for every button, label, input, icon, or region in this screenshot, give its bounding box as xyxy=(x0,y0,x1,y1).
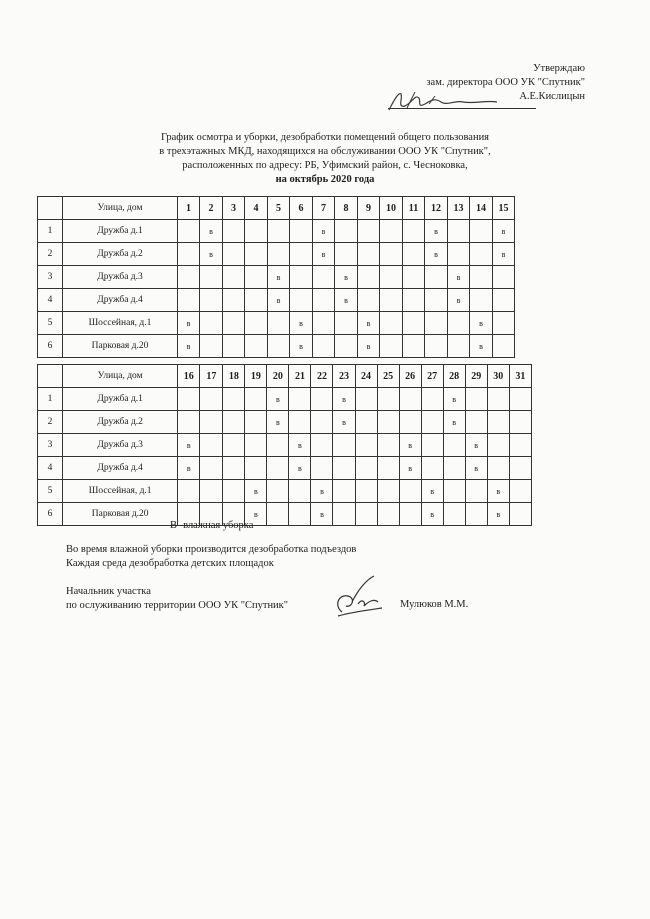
schedule-cell: в xyxy=(465,434,487,457)
schedule-cell: в xyxy=(399,457,421,480)
schedule-cell xyxy=(290,243,313,266)
schedule-cell: в xyxy=(200,220,223,243)
table-row xyxy=(38,266,515,289)
schedule-cell xyxy=(335,220,358,243)
day-header: 8 xyxy=(335,197,358,220)
schedule-cell xyxy=(470,243,493,266)
schedule-cell xyxy=(245,220,268,243)
address-header: Улица, дом xyxy=(63,197,178,220)
schedule-cell: в xyxy=(313,243,335,266)
schedule-cell: в xyxy=(313,220,335,243)
schedule-cell xyxy=(200,266,223,289)
schedule-cell xyxy=(403,335,425,358)
schedule-cell: в xyxy=(399,434,421,457)
schedule-cell xyxy=(493,289,515,312)
day-header: 27 xyxy=(421,365,443,388)
schedule-cell xyxy=(335,335,358,358)
row-address: Дружба д.1 xyxy=(63,388,178,411)
schedule-cell xyxy=(178,289,200,312)
schedule-cell: в xyxy=(289,457,311,480)
schedule-cell xyxy=(380,312,403,335)
schedule-cell xyxy=(487,457,509,480)
day-header: 13 xyxy=(448,197,470,220)
schedule-cell xyxy=(425,312,448,335)
day-header: 28 xyxy=(443,365,465,388)
approval-signature xyxy=(385,88,505,114)
day-header: 19 xyxy=(245,365,267,388)
schedule-cell xyxy=(421,457,443,480)
day-header: 4 xyxy=(245,197,268,220)
table-row xyxy=(38,503,532,526)
schedule-cell xyxy=(223,335,245,358)
title-month: на октябрь 2020 года xyxy=(275,174,375,185)
schedule-cell: в xyxy=(333,388,355,411)
schedule-cell: в xyxy=(487,480,509,503)
signer-name: Мулюков М.М. xyxy=(400,599,469,610)
schedule-cell xyxy=(245,312,268,335)
notes xyxy=(66,543,356,571)
schedule-cell xyxy=(377,480,399,503)
schedule-cell xyxy=(380,335,403,358)
schedule-cell xyxy=(403,243,425,266)
schedule-cell xyxy=(355,411,377,434)
row-address: Дружба д.2 xyxy=(63,411,178,434)
approval-position: зам. директора ООО УК "Спутник" xyxy=(426,77,585,88)
schedule-cell xyxy=(268,312,290,335)
schedule-cell xyxy=(313,312,335,335)
row-address: Дружба д.3 xyxy=(63,266,178,289)
schedule-cell xyxy=(377,503,399,526)
legend: В -влажная уборка xyxy=(170,520,254,531)
schedule-cell xyxy=(245,457,267,480)
schedule-cell xyxy=(403,312,425,335)
schedule-cell xyxy=(223,480,245,503)
schedule-cell xyxy=(178,220,200,243)
schedule-cell xyxy=(289,388,311,411)
row-address: Дружба д.4 xyxy=(63,457,178,480)
schedule-cell xyxy=(267,457,289,480)
document-title xyxy=(100,131,550,187)
schedule-cell xyxy=(443,457,465,480)
schedule-cell: в xyxy=(425,220,448,243)
day-header: 1 xyxy=(178,197,200,220)
schedule-cell xyxy=(355,388,377,411)
schedule-cell xyxy=(223,411,245,434)
schedule-cell: в xyxy=(335,289,358,312)
schedule-cell xyxy=(509,411,531,434)
note-line-1: Во время влажной уборки производится дезобработка подъездов xyxy=(66,544,357,555)
schedule-cell xyxy=(470,220,493,243)
schedule-cell xyxy=(465,388,487,411)
day-header: 25 xyxy=(377,365,399,388)
schedule-cell xyxy=(377,411,399,434)
schedule-cell xyxy=(333,434,355,457)
schedule-cell xyxy=(509,434,531,457)
row-address: Парковая д.20 xyxy=(63,335,178,358)
schedule-cell xyxy=(245,266,268,289)
schedule-cell xyxy=(200,312,223,335)
schedule-cell xyxy=(487,388,509,411)
table-row xyxy=(38,243,515,266)
schedule-cell xyxy=(470,266,493,289)
schedule-cell: в xyxy=(421,480,443,503)
schedule-cell: в xyxy=(290,335,313,358)
schedule-cell xyxy=(377,457,399,480)
day-header: 31 xyxy=(509,365,531,388)
schedule-cell: в xyxy=(245,503,267,526)
schedule-cell xyxy=(509,503,531,526)
day-header: 20 xyxy=(267,365,289,388)
day-header: 17 xyxy=(200,365,223,388)
schedule-cell xyxy=(289,411,311,434)
schedule-cell xyxy=(313,335,335,358)
schedule-cell xyxy=(245,434,267,457)
row-index: 4 xyxy=(38,457,63,480)
schedule-cell xyxy=(335,243,358,266)
schedule-cell xyxy=(267,480,289,503)
schedule-cell xyxy=(333,480,355,503)
schedule-cell xyxy=(425,335,448,358)
schedule-cell: в xyxy=(465,457,487,480)
schedule-cell xyxy=(267,434,289,457)
schedule-cell: в xyxy=(178,457,200,480)
schedule-cell xyxy=(448,220,470,243)
schedule-cell xyxy=(200,480,223,503)
schedule-cell: в xyxy=(267,411,289,434)
schedule-cell xyxy=(245,411,267,434)
schedule-cell xyxy=(333,503,355,526)
signer-position-line-2: по ослуживанию территории ООО УК "Спутник" xyxy=(66,600,289,611)
schedule-cell: в xyxy=(200,243,223,266)
day-header: 26 xyxy=(399,365,421,388)
table-row xyxy=(38,388,532,411)
schedule-cell xyxy=(223,289,245,312)
row-index: 4 xyxy=(38,289,63,312)
schedule-cell xyxy=(178,388,200,411)
signer-position-line-1: Начальник участка xyxy=(66,586,151,597)
schedule-cell xyxy=(509,457,531,480)
schedule-cell xyxy=(200,434,223,457)
schedule-cell xyxy=(380,243,403,266)
schedule-cell xyxy=(223,243,245,266)
schedule-cell: в xyxy=(290,312,313,335)
row-address: Дружба д.4 xyxy=(63,289,178,312)
schedule-cell xyxy=(421,434,443,457)
schedule-cell xyxy=(311,388,333,411)
day-header: 15 xyxy=(493,197,515,220)
day-header: 6 xyxy=(290,197,313,220)
schedule-cell xyxy=(223,434,245,457)
schedule-cell xyxy=(200,289,223,312)
schedule-cell xyxy=(178,411,200,434)
schedule-cell: в xyxy=(487,503,509,526)
day-header: 5 xyxy=(268,197,290,220)
schedule-cell xyxy=(380,220,403,243)
title-line-3: расположенных по адресу: РБ, Уфимский район, с. Чесноковка, xyxy=(182,160,468,171)
row-address: Дружба д.1 xyxy=(63,220,178,243)
schedule-cell: в xyxy=(358,335,380,358)
schedule-cell: в xyxy=(333,411,355,434)
table-row xyxy=(38,312,515,335)
row-address: Шоссейная, д.1 xyxy=(63,312,178,335)
schedule-cell: в xyxy=(443,388,465,411)
row-index: 3 xyxy=(38,434,63,457)
schedule-cell xyxy=(333,457,355,480)
day-header: 24 xyxy=(355,365,377,388)
schedule-cell xyxy=(355,503,377,526)
day-header: 11 xyxy=(403,197,425,220)
row-address: Шоссейная, д.1 xyxy=(63,480,178,503)
schedule-cell xyxy=(358,243,380,266)
schedule-cell xyxy=(509,388,531,411)
schedule-cell: в xyxy=(245,480,267,503)
address-header: Улица, дом xyxy=(63,365,178,388)
row-address: Парковая д.20 xyxy=(63,503,178,526)
schedule-cell xyxy=(465,411,487,434)
schedule-cell xyxy=(289,503,311,526)
schedule-table-days-1-15 xyxy=(37,196,515,358)
schedule-cell xyxy=(448,335,470,358)
schedule-cell: в xyxy=(425,243,448,266)
schedule-cell xyxy=(465,503,487,526)
row-index: 1 xyxy=(38,220,63,243)
schedule-cell xyxy=(290,266,313,289)
schedule-cell xyxy=(509,480,531,503)
day-header: 3 xyxy=(223,197,245,220)
schedule-cell: в xyxy=(470,312,493,335)
schedule-cell xyxy=(245,388,267,411)
schedule-cell xyxy=(268,220,290,243)
schedule-cell xyxy=(267,503,289,526)
schedule-cell xyxy=(493,312,515,335)
day-header: 18 xyxy=(223,365,245,388)
schedule-cell xyxy=(313,289,335,312)
schedule-cell xyxy=(178,480,200,503)
schedule-cell xyxy=(493,335,515,358)
table-row xyxy=(38,335,515,358)
schedule-cell xyxy=(448,312,470,335)
schedule-cell xyxy=(470,289,493,312)
schedule-cell xyxy=(311,457,333,480)
schedule-cell xyxy=(245,335,268,358)
index-header xyxy=(38,197,63,220)
schedule-cell xyxy=(223,312,245,335)
day-header: 10 xyxy=(380,197,403,220)
table-row xyxy=(38,411,532,434)
day-header: 29 xyxy=(465,365,487,388)
schedule-cell xyxy=(377,388,399,411)
row-index: 5 xyxy=(38,312,63,335)
schedule-cell xyxy=(223,388,245,411)
row-index: 6 xyxy=(38,503,63,526)
schedule-cell: в xyxy=(493,243,515,266)
table-row xyxy=(38,289,515,312)
day-header: 16 xyxy=(178,365,200,388)
schedule-cell: в xyxy=(311,503,333,526)
schedule-cell: в xyxy=(178,335,200,358)
title-line-2: в трехэтажных МКД, находящихся на обслуживании ООО УК "Спутник", xyxy=(159,146,491,157)
table-header-row xyxy=(38,197,515,220)
note-line-2: Каждая среда дезобработка детских площадок xyxy=(66,558,274,569)
schedule-cell: в xyxy=(289,434,311,457)
schedule-cell: в xyxy=(268,266,290,289)
schedule-cell xyxy=(289,480,311,503)
row-address: Дружба д.2 xyxy=(63,243,178,266)
schedule-cell xyxy=(223,220,245,243)
schedule-cell: в xyxy=(267,388,289,411)
schedule-cell xyxy=(443,503,465,526)
schedule-cell xyxy=(355,434,377,457)
schedule-cell xyxy=(403,289,425,312)
table-header-row xyxy=(38,365,532,388)
schedule-cell: в xyxy=(178,312,200,335)
schedule-cell xyxy=(355,480,377,503)
schedule-cell xyxy=(425,289,448,312)
schedule-cell: в xyxy=(448,266,470,289)
schedule-cell xyxy=(465,480,487,503)
schedule-cell xyxy=(399,388,421,411)
schedule-cell xyxy=(290,289,313,312)
approval-name: А.Е.Кислицын xyxy=(519,91,585,102)
row-address: Дружба д.3 xyxy=(63,434,178,457)
schedule-table-days-16-31 xyxy=(37,364,532,526)
day-header: 23 xyxy=(333,365,355,388)
schedule-cell xyxy=(178,243,200,266)
day-header: 22 xyxy=(311,365,333,388)
schedule-cell xyxy=(245,243,268,266)
schedule-cell: в xyxy=(493,220,515,243)
schedule-cell: в xyxy=(443,411,465,434)
day-header: 30 xyxy=(487,365,509,388)
schedule-cell xyxy=(178,266,200,289)
schedule-cell xyxy=(421,411,443,434)
schedule-cell: в xyxy=(448,289,470,312)
day-header: 9 xyxy=(358,197,380,220)
schedule-cell xyxy=(200,411,223,434)
schedule-cell xyxy=(358,220,380,243)
schedule-cell xyxy=(399,480,421,503)
schedule-cell xyxy=(487,411,509,434)
schedule-cell xyxy=(487,434,509,457)
schedule-cell xyxy=(313,266,335,289)
day-header: 21 xyxy=(289,365,311,388)
schedule-cell xyxy=(443,434,465,457)
schedule-cell xyxy=(493,266,515,289)
day-header: 14 xyxy=(470,197,493,220)
schedule-cell xyxy=(245,289,268,312)
day-header: 12 xyxy=(425,197,448,220)
row-index: 6 xyxy=(38,335,63,358)
schedule-cell xyxy=(443,480,465,503)
schedule-cell xyxy=(377,434,399,457)
table-row xyxy=(38,480,532,503)
schedule-cell: в xyxy=(178,434,200,457)
schedule-cell xyxy=(355,457,377,480)
row-index: 3 xyxy=(38,266,63,289)
schedule-cell xyxy=(380,289,403,312)
schedule-cell: в xyxy=(268,289,290,312)
schedule-cell xyxy=(311,434,333,457)
schedule-cell xyxy=(399,503,421,526)
schedule-cell xyxy=(290,220,313,243)
schedule-cell xyxy=(223,266,245,289)
schedule-cell xyxy=(403,266,425,289)
table-row xyxy=(38,434,532,457)
schedule-cell: в xyxy=(421,503,443,526)
signature-block xyxy=(66,585,288,613)
schedule-cell xyxy=(358,289,380,312)
title-line-1: График осмотра и уборки, дезобработки помещений общего пользования xyxy=(160,132,490,143)
day-header: 7 xyxy=(313,197,335,220)
row-index: 2 xyxy=(38,243,63,266)
schedule-cell xyxy=(399,411,421,434)
schedule-cell xyxy=(403,220,425,243)
signer-signature xyxy=(328,572,388,622)
table-row xyxy=(38,457,532,480)
table-row xyxy=(38,220,515,243)
schedule-cell xyxy=(335,312,358,335)
schedule-cell xyxy=(421,388,443,411)
row-index: 2 xyxy=(38,411,63,434)
schedule-cell xyxy=(425,266,448,289)
schedule-cell xyxy=(223,457,245,480)
schedule-cell xyxy=(268,335,290,358)
row-index: 1 xyxy=(38,388,63,411)
schedule-cell xyxy=(358,266,380,289)
index-header xyxy=(38,365,63,388)
schedule-cell: в xyxy=(311,480,333,503)
schedule-cell xyxy=(380,266,403,289)
schedule-cell xyxy=(268,243,290,266)
schedule-cell xyxy=(311,411,333,434)
day-header: 2 xyxy=(200,197,223,220)
row-index: 5 xyxy=(38,480,63,503)
schedule-cell xyxy=(200,335,223,358)
schedule-cell xyxy=(448,243,470,266)
schedule-cell xyxy=(200,388,223,411)
schedule-cell xyxy=(200,457,223,480)
schedule-cell: в xyxy=(358,312,380,335)
schedule-cell: в xyxy=(470,335,493,358)
approval-title: Утверждаю xyxy=(533,63,585,74)
schedule-cell: в xyxy=(335,266,358,289)
